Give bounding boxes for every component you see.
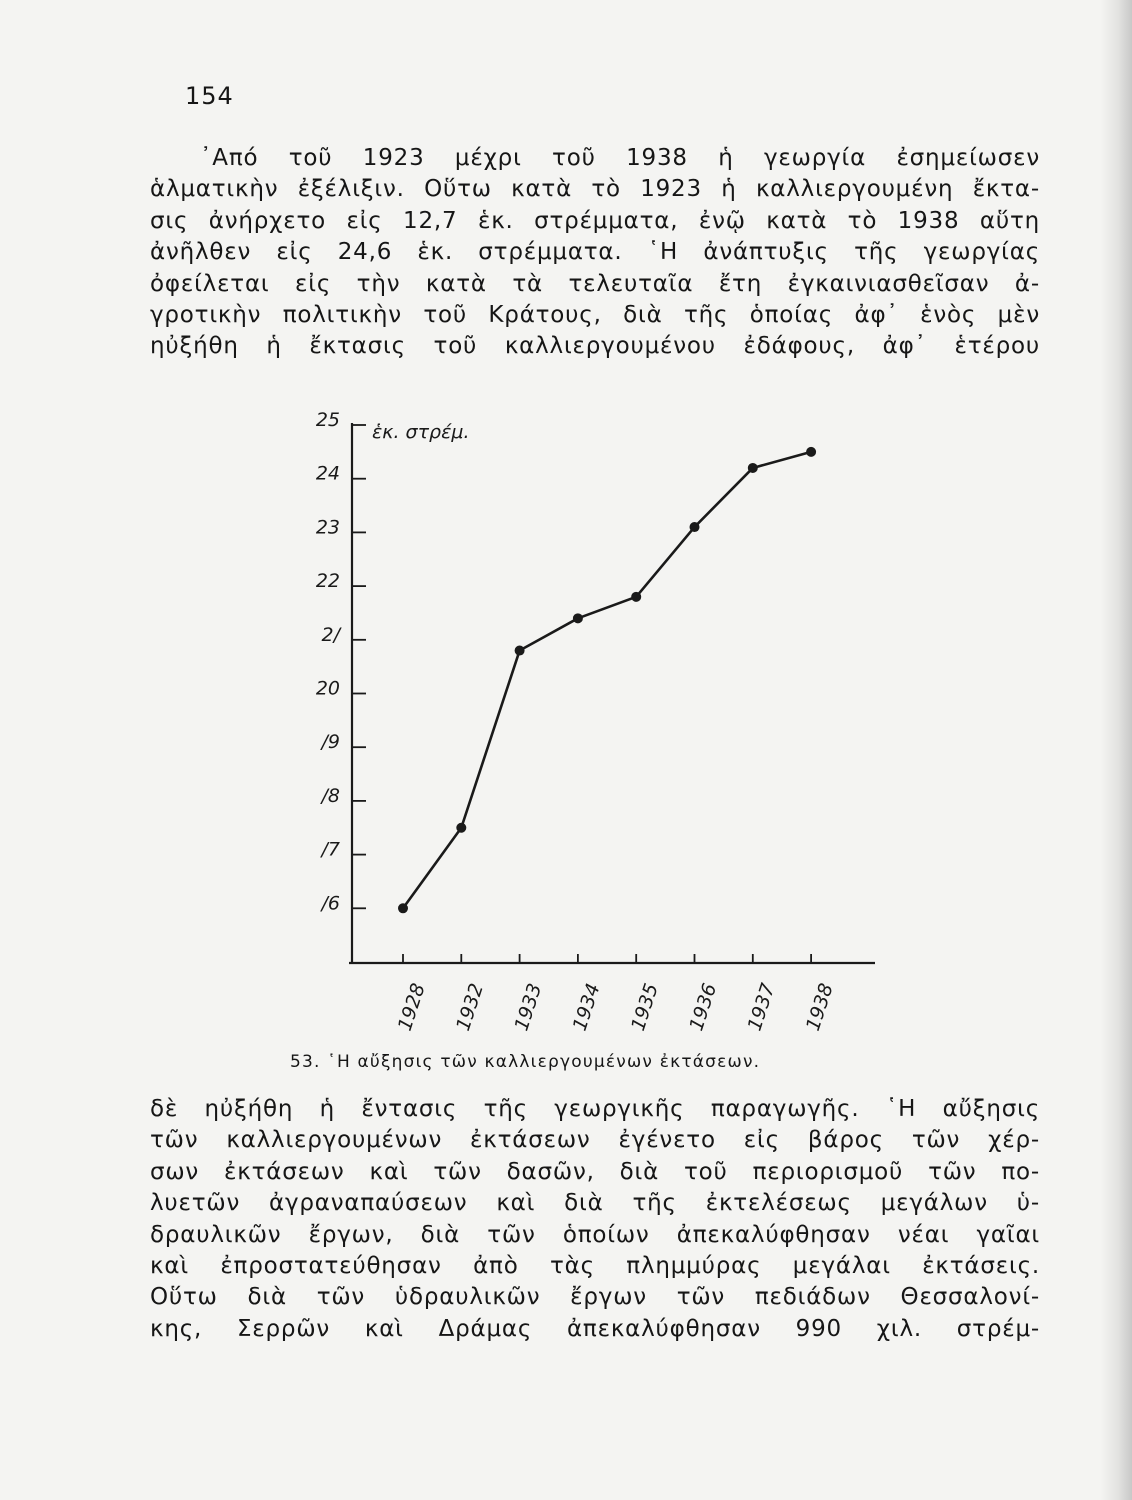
- y-tick-label: 23: [315, 516, 340, 539]
- text-line: καὶ ἐπροστατεύθησαν ἀπὸ τὰς πλημμύρας μεγάλαι ἐκτάσεις.: [150, 1253, 1040, 1280]
- text-line: ηὐξήθη ἡ ἔκτασις τοῦ καλλιεργουμένου ἐδάφους, ἀφ᾿ ἑτέρου: [150, 333, 1040, 360]
- y-tick-label: 24: [315, 462, 340, 485]
- text-line: δὲ ηὐξήθη ἡ ἔντασις τῆς γεωργικῆς παραγωγῆς. ῾Η αὔξησις: [150, 1096, 1040, 1122]
- text-line: ἀνῆλθεν εἰς 24,6 ἑκ. στρέμματα. ῾Η ἀνάπτυξις τῆς γεωργίας: [150, 239, 1040, 266]
- x-tick-label: 1932: [452, 980, 488, 1034]
- text-line: ᾿Από τοῦ 1923 μέχρι τοῦ 1938 ἡ γεωργία ἐσημείωσεν: [200, 145, 1040, 171]
- text-line: δραυλικῶν ἔργων, διὰ τῶν ὁποίων ἀπεκαλύφθησαν νέαι γαῖαι: [150, 1221, 1040, 1248]
- data-point: [573, 613, 583, 623]
- x-tick-label: 1933: [510, 980, 547, 1034]
- data-point: [748, 463, 758, 473]
- y-tick-label: 25: [315, 409, 340, 431]
- x-tick-label: 1936: [685, 980, 722, 1034]
- text-line: λυετῶν ἀγραναπαύσεων καὶ διὰ τῆς ἐκτελέσεως μεγάλων ὑ-: [150, 1190, 1040, 1217]
- data-point: [631, 592, 641, 602]
- text-line: ὀφείλεται εἰς τὴν κατὰ τὰ τελευταῖα ἔτη ἐγκαινιασθεῖσαν ἀ-: [150, 270, 1040, 297]
- page-number: 154: [185, 82, 234, 110]
- y-tick-label: /8: [321, 784, 340, 807]
- x-tick-label: 1937: [743, 980, 780, 1034]
- text-line: σων ἐκτάσεων καὶ τῶν δασῶν, διὰ τοῦ περιορισμοῦ τῶν πο-: [150, 1158, 1040, 1185]
- y-tick-label: /6: [321, 892, 340, 915]
- text-line: κης, Σερρῶν καὶ Δράμας ἀπεκαλύφθησαν 990 χιλ. στρέμ-: [150, 1315, 1040, 1342]
- data-point: [398, 903, 408, 913]
- data-point: [806, 447, 816, 457]
- data-point: [690, 522, 700, 532]
- text-line: σις ἀνήρχετο εἰς 12,7 ἑκ. στρέμματα, ἐνῷ κατὰ τὸ 1938 αὕτη: [150, 207, 1040, 234]
- text-line: Οὕτω διὰ τῶν ὑδραυλικῶν ἔργων τῶν πεδιάδων Θεσσαλονί-: [150, 1284, 1040, 1311]
- y-tick-label: /9: [321, 731, 340, 754]
- y-axis-label: ἑκ. στρέμ.: [372, 421, 470, 443]
- x-tick-label: 1928: [393, 980, 430, 1034]
- text-line: ἁλματικὴν ἐξέλιξιν. Οὕτω κατὰ τὸ 1923 ἡ καλλιεργουμένη ἔκτα-: [150, 176, 1040, 203]
- data-point: [515, 646, 525, 656]
- x-tick-label: 1934: [568, 980, 605, 1034]
- x-tick-label: 1938: [801, 980, 838, 1034]
- chart-caption: 53. ῾Η αὔξησις τῶν καλλιεργουμένων ἐκτάσεων.: [290, 1052, 761, 1072]
- text-line: τῶν καλλιεργουμένων ἐκτάσεων ἐγένετο εἰς βάρος τῶν χέρ-: [150, 1127, 1040, 1154]
- series-line: [403, 452, 811, 908]
- x-tick-label: 1935: [627, 980, 663, 1034]
- y-tick-label: /7: [321, 838, 340, 861]
- y-tick-label: 2/: [321, 623, 340, 646]
- y-tick-label: 22: [315, 570, 340, 593]
- text-line: γροτικὴν πολιτικὴν τοῦ Κράτους, διὰ τῆς ὁποίας ἀφ᾿ ἑνὸς μὲν: [150, 302, 1040, 329]
- y-tick-label: 20: [315, 677, 340, 700]
- paragraph-bottom: [150, 1094, 1040, 1345]
- data-point: [456, 823, 466, 833]
